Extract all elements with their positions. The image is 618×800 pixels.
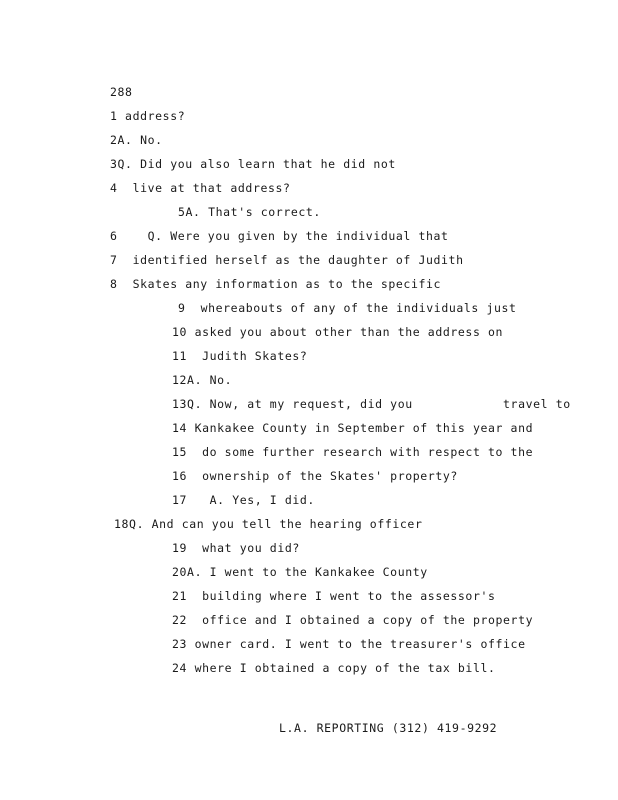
transcript-line-2: 2A. No. [110,133,163,147]
transcript-line-23: 23 owner card. I went to the treasurer's office [172,637,526,651]
transcript-line-18: 18Q. And can you tell the hearing officer [114,517,423,531]
page-number: 288 [110,85,133,99]
transcript-line-8: 8 Skates any information as to the specific [110,277,442,291]
transcript-line-3: 3Q. Did you also learn that he did not [110,157,396,171]
transcript-line-1: 1 address? [110,109,186,123]
transcript-line-14: 14 Kankakee County in September of this year and [172,421,534,435]
transcript-line-16: 16 ownership of the Skates' property? [172,469,458,483]
transcript-line-24: 24 where I obtained a copy of the tax bill. [172,661,496,675]
transcript-line-6: 6 Q. Were you given by the individual that [110,229,449,243]
transcript-line-12: 12A. No. [172,373,233,387]
transcript-line-19: 19 what you did? [172,541,300,555]
transcript-line-10: 10 asked you about other than the address on [172,325,504,339]
transcript-line-11: 11 Judith Skates? [172,349,308,363]
transcript-line-9: 9 whereabouts of any of the individuals just [178,301,517,315]
transcript-line-17: 17 A. Yes, I did. [172,493,315,507]
transcript-line-15: 15 do some further research with respect to the [172,445,534,459]
transcript-line-7: 7 identified herself as the daughter of Judith [110,253,464,267]
transcript-line-5: 5A. That's correct. [178,205,321,219]
transcript-line-13: 13Q. Now, at my request, did you travel to [172,397,571,411]
transcript-line-20: 20A. I went to the Kankakee County [172,565,428,579]
reporter-footer: L.A. REPORTING (312) 419-9292 [279,721,498,735]
transcript-line-21: 21 building where I went to the assessor's [172,589,496,603]
transcript-line-4: 4 live at that address? [110,181,291,195]
transcript-line-22: 22 office and I obtained a copy of the property [172,613,534,627]
